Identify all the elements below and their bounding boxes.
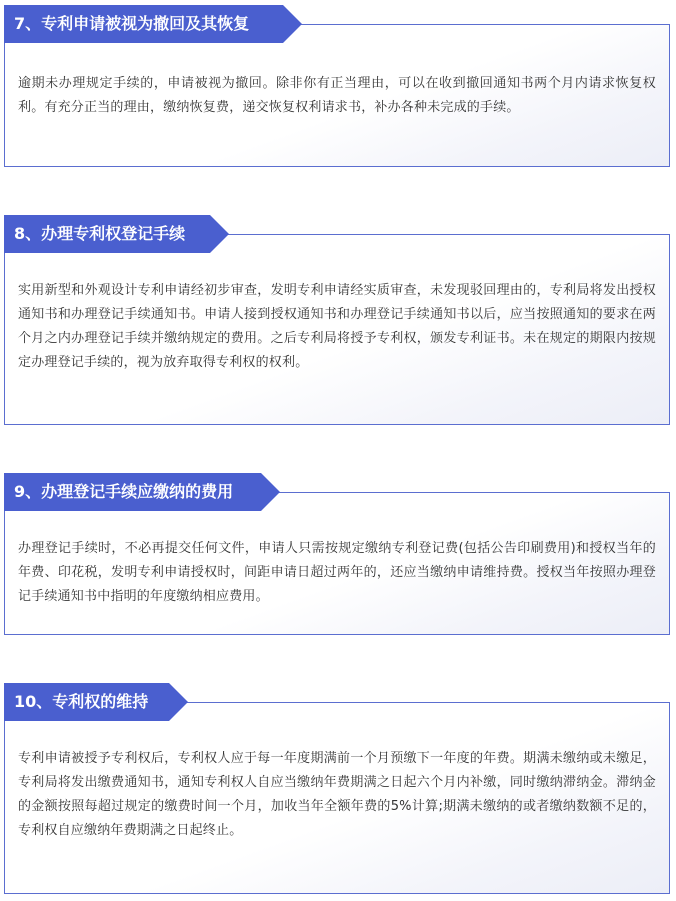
section-7	[4, 5, 670, 167]
section-9-body: 办理登记手续时，不必再提交任何文件，申请人只需按规定缴纳专利登记费(包括公告印刷费用)和授权当年的年费、印花税，发明专利申请授权时，间距申请日超过两年的，还应当缴纳申请维持费。授权当年按照办理登记手续通知书中指明的年度缴纳相应费用。	[18, 541, 656, 604]
section-8	[4, 215, 670, 425]
section-10	[4, 683, 670, 894]
section-7-title: 7、专利申请被视为撤回及其恢复	[4, 5, 283, 43]
section-8-title: 8、办理专利权登记手续	[4, 215, 210, 253]
section-10-title: 10、专利权的维持	[4, 683, 169, 721]
section-10-body: 专利申请被授予专利权后，专利权人应于每一年度期满前一个月预缴下一年度的年费。期满未缴纳或未缴足，专利局将发出缴费通知书，通知专利权人自应当缴纳年费期满之日起六个月内补缴，同时缴纳滞纳金。滞纳金的金额按照每超过规定的缴费时间一个月，加收当年全额年费的5%计算;期满未缴纳的或者缴纳数额不足的，专利权自应缴纳年费期满之日起终止。	[18, 751, 656, 838]
section-7-body: 逾期未办理规定手续的，申请被视为撤回。除非你有正当理由，可以在收到撤回通知书两个月内请求恢复权利。有充分正当的理由，缴纳恢复费，递交恢复权利请求书，补办各种未完成的手续。	[18, 76, 656, 115]
section-9-title: 9、办理登记手续应缴纳的费用	[4, 473, 261, 511]
section-8-body: 实用新型和外观设计专利申请经初步审查，发明专利申请经实质审查，未发现驳回理由的，专利局将发出授权通知书和办理登记手续通知书。申请人接到授权通知书和办理登记手续通知书以后，应当按照通知的要求在两个月之内办理登记手续并缴纳规定的费用。之后专利局将授予专利权，颁发专利证书。未在规定的期限内按规定办理登记手续的，视为放弃取得专利权的权利。	[18, 283, 656, 370]
section-9	[4, 473, 670, 635]
